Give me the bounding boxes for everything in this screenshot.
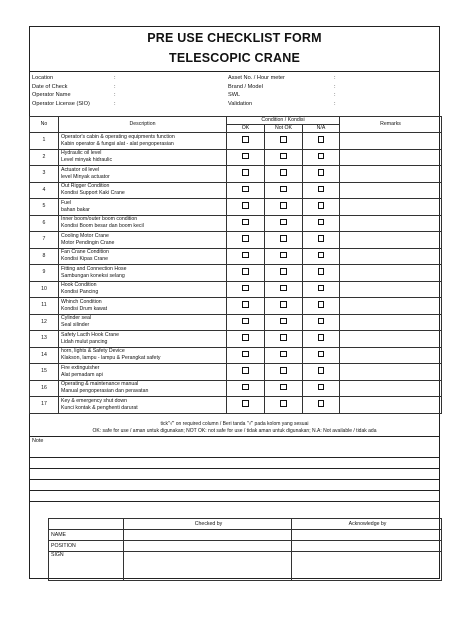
not-ok-checkbox[interactable]	[280, 252, 287, 259]
not-ok-cell	[265, 248, 303, 265]
item-description-id: Seal silinder	[61, 322, 90, 329]
header-ok: OK	[227, 125, 265, 133]
ok-checkbox[interactable]	[242, 219, 249, 226]
table-row	[30, 265, 442, 282]
item-description	[59, 298, 227, 315]
not-ok-checkbox[interactable]	[280, 384, 287, 391]
not-ok-checkbox[interactable]	[280, 219, 287, 226]
table-row	[30, 166, 442, 183]
not-ok-cell	[265, 182, 303, 199]
header-not-ok: Not OK	[265, 125, 303, 133]
item-description-en: Cylinder seal	[61, 315, 91, 322]
item-description-en: Fuel	[61, 199, 72, 206]
header-na: N/A	[303, 125, 340, 133]
na-cell	[303, 182, 340, 199]
item-number: 14	[30, 347, 59, 364]
ok-checkbox[interactable]	[242, 153, 249, 160]
colon: :	[334, 92, 336, 98]
item-description-en: Operator's cabin & operating equipments function	[61, 133, 175, 140]
not-ok-checkbox[interactable]	[280, 235, 287, 242]
ok-cell	[227, 331, 265, 348]
item-number: 5	[30, 199, 59, 216]
na-cell	[303, 380, 340, 397]
na-checkbox[interactable]	[318, 351, 325, 358]
title-divider	[30, 71, 439, 72]
ok-cell	[227, 199, 265, 216]
acknowledge-by-name-field[interactable]	[292, 530, 442, 541]
checked-by-header: Checked by	[124, 519, 292, 530]
na-checkbox[interactable]	[318, 169, 325, 176]
note-divider	[30, 436, 439, 437]
note-line	[30, 501, 439, 502]
table-row	[30, 397, 442, 414]
table-row	[30, 215, 442, 232]
item-description	[59, 232, 227, 249]
not-ok-checkbox[interactable]	[280, 301, 287, 308]
remarks-field[interactable]	[340, 314, 442, 331]
acknowledge-by-position-field[interactable]	[292, 541, 442, 552]
na-cell	[303, 166, 340, 183]
not-ok-cell	[265, 199, 303, 216]
item-number: 1	[30, 133, 59, 150]
na-cell	[303, 298, 340, 315]
na-cell	[303, 281, 340, 298]
asset-no-label: Asset No. / Hour meter	[228, 75, 285, 81]
item-description	[59, 397, 227, 414]
acknowledge-by-header: Acknowledge by	[292, 519, 442, 530]
item-description-en: Out Rigger Condition	[61, 183, 110, 190]
table-row	[30, 314, 442, 331]
item-description-id: Lidah mulut pancing	[61, 338, 108, 345]
not-ok-checkbox[interactable]	[280, 334, 287, 341]
remarks-field[interactable]	[340, 166, 442, 183]
table-row	[30, 281, 442, 298]
ok-checkbox[interactable]	[242, 268, 249, 275]
ok-cell	[227, 281, 265, 298]
na-checkbox[interactable]	[318, 202, 325, 209]
colon: :	[334, 100, 336, 107]
ok-cell	[227, 182, 265, 199]
table-row	[30, 182, 442, 199]
note-label: Note	[32, 438, 44, 444]
item-number: 12	[30, 314, 59, 331]
item-description	[59, 166, 227, 183]
not-ok-checkbox[interactable]	[280, 367, 287, 374]
item-number: 7	[30, 232, 59, 249]
na-checkbox[interactable]	[318, 285, 325, 292]
item-number: 9	[30, 265, 59, 282]
not-ok-cell	[265, 397, 303, 414]
na-cell	[303, 215, 340, 232]
na-checkbox[interactable]	[318, 400, 325, 407]
na-checkbox[interactable]	[318, 301, 325, 308]
item-description-id: Sambungan koneksi selang	[61, 272, 125, 279]
item-description-id: level Minyak actuator	[61, 173, 110, 180]
item-description	[59, 281, 227, 298]
item-description-id: Kondisi Pancing	[61, 289, 99, 296]
checked-by-position-field[interactable]	[124, 541, 292, 552]
ok-checkbox[interactable]	[242, 318, 249, 325]
item-description-en: Key & emergency shut down	[61, 397, 128, 404]
item-description	[59, 248, 227, 265]
not-ok-checkbox[interactable]	[280, 351, 287, 358]
ok-cell	[227, 347, 265, 364]
item-description-en: Fan Crane Condition	[61, 249, 109, 256]
remarks-field[interactable]	[340, 133, 442, 150]
operator-license-label: Operator License (SIO)	[32, 100, 90, 107]
na-cell	[303, 133, 340, 150]
ok-cell	[227, 248, 265, 265]
item-description	[59, 215, 227, 232]
item-number: 4	[30, 182, 59, 199]
not-ok-checkbox[interactable]	[280, 268, 287, 275]
item-description-id: Kunci kontak & penghenti darurat	[61, 404, 138, 411]
table-row	[30, 331, 442, 348]
item-number: 15	[30, 364, 59, 381]
not-ok-checkbox[interactable]	[280, 202, 287, 209]
header-description: Description	[59, 117, 227, 133]
item-description	[59, 182, 227, 199]
ok-checkbox[interactable]	[242, 252, 249, 259]
not-ok-cell	[265, 364, 303, 381]
colon: :	[334, 75, 336, 81]
remarks-field[interactable]	[340, 232, 442, 249]
item-description-en: Fire extinguisher	[61, 364, 100, 371]
ok-checkbox[interactable]	[242, 367, 249, 374]
ok-checkbox[interactable]	[242, 400, 249, 407]
colon: :	[114, 75, 116, 81]
ok-cell	[227, 364, 265, 381]
ok-checkbox[interactable]	[242, 136, 249, 143]
item-description	[59, 149, 227, 166]
table-row	[30, 133, 442, 150]
item-description-en: Hook Condition	[61, 282, 97, 289]
checklist-table	[29, 116, 442, 414]
not-ok-checkbox[interactable]	[280, 318, 287, 325]
not-ok-cell	[265, 232, 303, 249]
swl-label: SWL	[228, 92, 241, 98]
item-description-id: Kondisi Drum kawat	[61, 305, 108, 312]
header-condition: Condition / Kondisi	[227, 117, 340, 125]
name-label: NAME	[49, 530, 124, 541]
location-label: Location	[32, 75, 54, 81]
item-description-en: Inner boom/outer boom condition	[61, 216, 138, 223]
item-description-id: Kondisi Kipas Crane	[61, 256, 109, 263]
info-left-colons	[114, 74, 116, 108]
signature-table	[48, 518, 442, 581]
not-ok-cell	[265, 281, 303, 298]
item-number: 2	[30, 149, 59, 166]
item-description	[59, 133, 227, 150]
ok-checkbox[interactable]	[242, 202, 249, 209]
item-description-id: Alat pemadam api	[61, 371, 103, 378]
item-number: 16	[30, 380, 59, 397]
table-row	[30, 364, 442, 381]
not-ok-cell	[265, 331, 303, 348]
remarks-field[interactable]	[340, 149, 442, 166]
sign-label: SIGN	[49, 552, 124, 581]
item-description-en: Operating & maintenance manual	[61, 381, 139, 388]
item-description-en: horn, lights & Safety Device	[61, 348, 125, 355]
not-ok-checkbox[interactable]	[280, 186, 287, 193]
item-description-id: Motor Pendingin Crane	[61, 239, 115, 246]
ok-cell	[227, 133, 265, 150]
form-subtitle: TELESCOPIC CRANE	[169, 51, 300, 65]
checked-by-name-field[interactable]	[124, 530, 292, 541]
na-cell	[303, 265, 340, 282]
item-number: 17	[30, 397, 59, 414]
item-description-en: Hydraulic oil level	[61, 150, 102, 157]
colon: :	[114, 100, 116, 107]
na-checkbox[interactable]	[318, 318, 325, 325]
ok-checkbox[interactable]	[242, 169, 249, 176]
ok-checkbox[interactable]	[242, 235, 249, 242]
checklist-form	[29, 26, 440, 579]
ok-checkbox[interactable]	[242, 186, 249, 193]
na-checkbox[interactable]	[318, 334, 325, 341]
ok-cell	[227, 215, 265, 232]
not-ok-cell	[265, 347, 303, 364]
item-number: 13	[30, 331, 59, 348]
remarks-field[interactable]	[340, 331, 442, 348]
not-ok-cell	[265, 314, 303, 331]
table-row	[30, 298, 442, 315]
na-checkbox[interactable]	[318, 235, 325, 242]
not-ok-checkbox[interactable]	[280, 400, 287, 407]
date-label: Date of Check	[32, 83, 68, 90]
ok-cell	[227, 265, 265, 282]
na-cell	[303, 347, 340, 364]
item-number: 10	[30, 281, 59, 298]
not-ok-cell	[265, 380, 303, 397]
item-description-en: Safety Lacth Hook Crane	[61, 331, 119, 338]
operator-name-label: Operator Name	[32, 92, 71, 98]
table-row	[30, 149, 442, 166]
item-description-id: bahan bakar	[61, 206, 90, 213]
remarks-field[interactable]	[340, 347, 442, 364]
position-label: POSITION	[49, 541, 124, 552]
remarks-field[interactable]	[340, 298, 442, 315]
ok-checkbox[interactable]	[242, 301, 249, 308]
na-checkbox[interactable]	[318, 219, 325, 226]
ok-cell	[227, 298, 265, 315]
item-description	[59, 380, 227, 397]
signature-blank	[49, 519, 124, 530]
info-right-colons	[334, 74, 336, 108]
remarks-field[interactable]	[340, 397, 442, 414]
na-checkbox[interactable]	[318, 367, 325, 374]
info-left-labels	[32, 74, 90, 108]
na-cell	[303, 397, 340, 414]
colon: :	[114, 92, 116, 98]
colon: :	[334, 83, 336, 90]
table-row	[30, 199, 442, 216]
na-checkbox[interactable]	[318, 252, 325, 259]
na-checkbox[interactable]	[318, 384, 325, 391]
table-row	[30, 232, 442, 249]
note-line	[30, 479, 439, 480]
remarks-field[interactable]	[340, 265, 442, 282]
item-number: 8	[30, 248, 59, 265]
table-row	[30, 248, 442, 265]
item-description	[59, 331, 227, 348]
validation-label: Validation	[228, 100, 253, 107]
form-title: PRE USE CHECKLIST FORM	[147, 31, 322, 45]
item-description	[59, 347, 227, 364]
not-ok-checkbox[interactable]	[280, 136, 287, 143]
item-description-id: Manual pengoperasian dan peravatan	[61, 388, 149, 395]
not-ok-checkbox[interactable]	[280, 169, 287, 176]
note-line	[30, 468, 439, 469]
item-description-en: Actuator oil level	[61, 166, 100, 173]
table-row	[30, 380, 442, 397]
remarks-field[interactable]	[340, 248, 442, 265]
info-right-labels	[228, 74, 285, 108]
acknowledge-by-sign-field[interactable]	[292, 552, 442, 581]
item-number: 6	[30, 215, 59, 232]
ok-checkbox[interactable]	[242, 334, 249, 341]
item-description	[59, 199, 227, 216]
colon: :	[114, 83, 116, 90]
na-checkbox[interactable]	[318, 186, 325, 193]
instruction-note: tick"√" on required column / Beri tanda "√" pada kolom yang sesuai	[160, 421, 309, 427]
remarks-field[interactable]	[340, 364, 442, 381]
na-checkbox[interactable]	[318, 268, 325, 275]
na-checkbox[interactable]	[318, 136, 325, 143]
item-description-en: Cooling Motor Crane	[61, 232, 109, 239]
na-cell	[303, 314, 340, 331]
na-cell	[303, 331, 340, 348]
item-description-en: Whinch Condition	[61, 298, 102, 305]
not-ok-checkbox[interactable]	[280, 285, 287, 292]
not-ok-checkbox[interactable]	[280, 153, 287, 160]
table-row	[30, 347, 442, 364]
na-cell	[303, 248, 340, 265]
na-cell	[303, 149, 340, 166]
ok-cell	[227, 314, 265, 331]
na-cell	[303, 199, 340, 216]
not-ok-cell	[265, 298, 303, 315]
note-line	[30, 490, 439, 491]
ok-cell	[227, 380, 265, 397]
ok-cell	[227, 232, 265, 249]
ok-cell	[227, 397, 265, 414]
not-ok-cell	[265, 133, 303, 150]
remarks-field[interactable]	[340, 199, 442, 216]
na-cell	[303, 364, 340, 381]
item-description-id: Klakson, lampu - lampu & Perangkat safety	[61, 355, 161, 362]
item-description	[59, 364, 227, 381]
remarks-field[interactable]	[340, 380, 442, 397]
ok-checkbox[interactable]	[242, 285, 249, 292]
item-description-id: Level minyak hidraulic	[61, 157, 113, 164]
item-number: 3	[30, 166, 59, 183]
header-no: No	[30, 117, 59, 133]
remarks-field[interactable]	[340, 215, 442, 232]
not-ok-cell	[265, 265, 303, 282]
not-ok-cell	[265, 149, 303, 166]
ok-checkbox[interactable]	[242, 384, 249, 391]
brand-model-label: Brand / Model	[228, 83, 263, 90]
item-description-id: Kondisi Support Kaki Crane	[61, 190, 125, 197]
item-description-en: Fitting and Connection Hose	[61, 265, 127, 272]
legend-note: OK: safe for use / aman untuk digunakan; NOT OK: not safe for use / tidak aman untuk digunakan; N.A: Not available / tidak ada	[92, 428, 377, 434]
na-checkbox[interactable]	[318, 153, 325, 160]
na-cell	[303, 232, 340, 249]
ok-checkbox[interactable]	[242, 351, 249, 358]
remarks-field[interactable]	[340, 281, 442, 298]
checked-by-sign-field[interactable]	[124, 552, 292, 581]
header-remarks: Remarks	[340, 117, 442, 133]
not-ok-cell	[265, 215, 303, 232]
ok-cell	[227, 166, 265, 183]
not-ok-cell	[265, 166, 303, 183]
item-description	[59, 314, 227, 331]
ok-cell	[227, 149, 265, 166]
item-number: 11	[30, 298, 59, 315]
item-description-id: Kabin operator & fungsi alat - alat pengoperasian	[61, 140, 174, 147]
remarks-field[interactable]	[340, 182, 442, 199]
item-description-id: Kondisi Boom besar dan boom kecil	[61, 223, 144, 230]
note-line	[30, 457, 439, 458]
item-description	[59, 265, 227, 282]
